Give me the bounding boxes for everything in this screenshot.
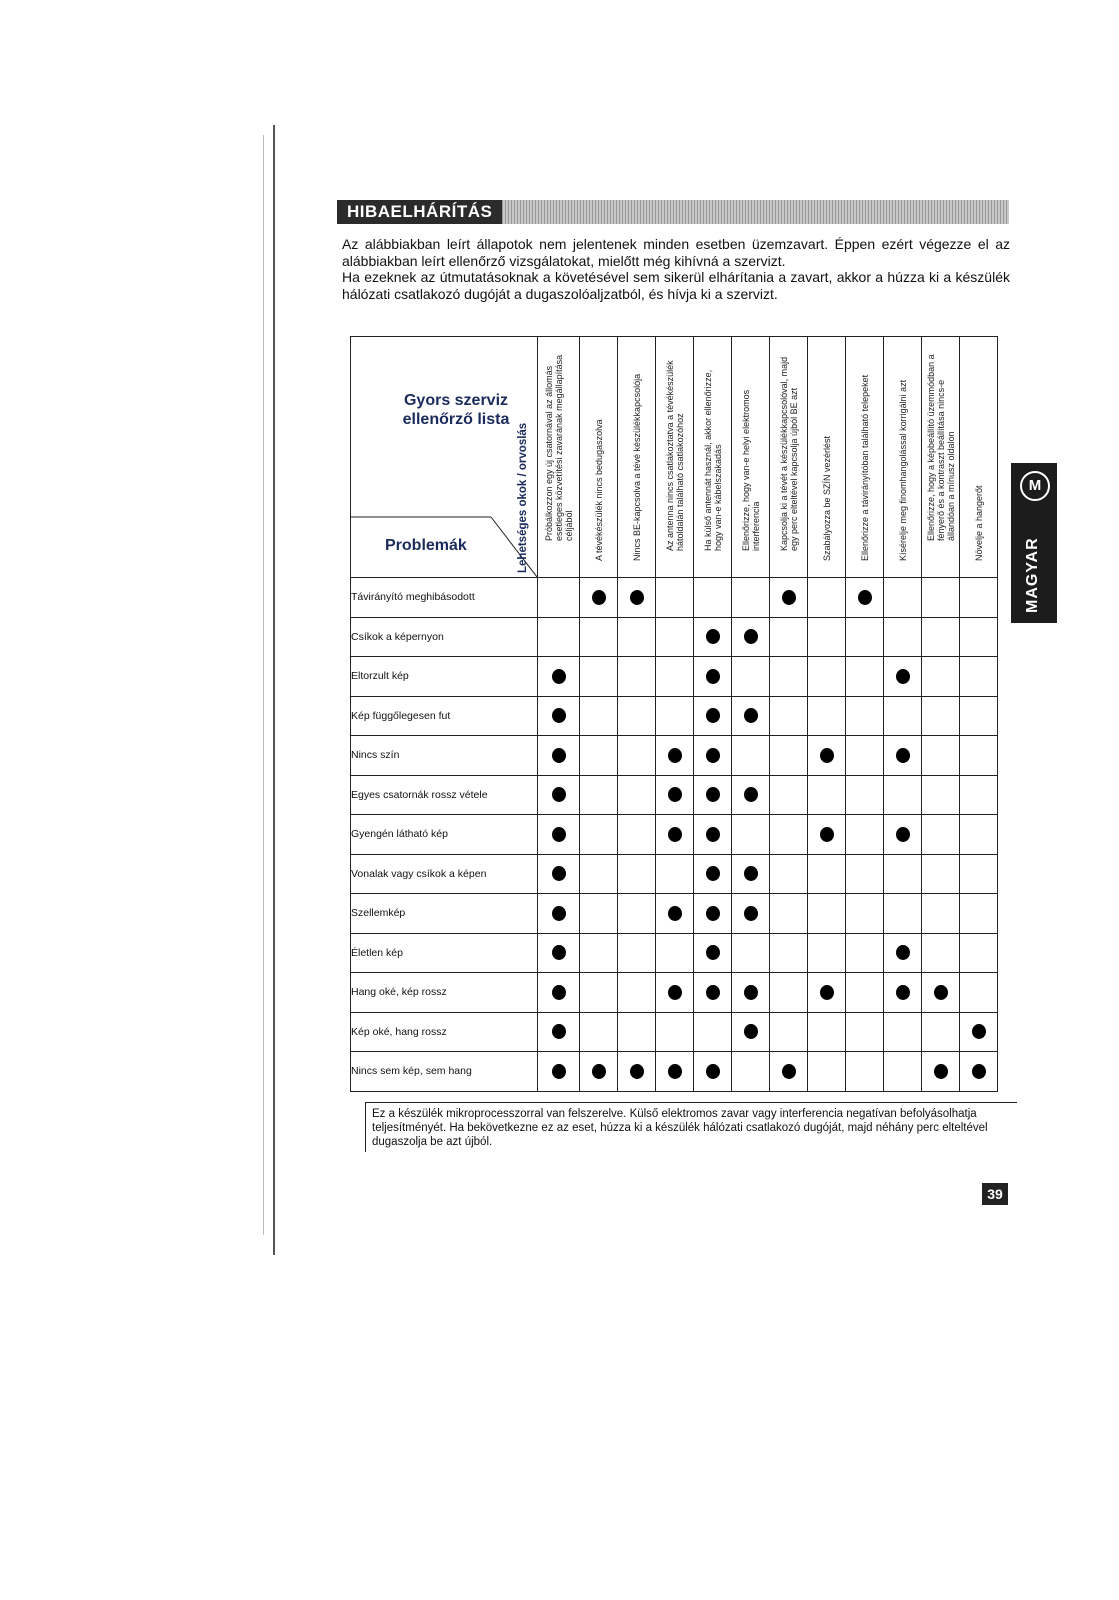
check-cell	[580, 696, 618, 736]
check-cell	[960, 815, 998, 855]
check-cell	[960, 933, 998, 973]
check-dot	[706, 827, 720, 842]
check-cell	[770, 1052, 808, 1092]
check-dot	[552, 827, 566, 842]
check-cell	[846, 775, 884, 815]
check-cell	[580, 736, 618, 776]
check-cell	[808, 1052, 846, 1092]
cause-header-11	[922, 337, 960, 578]
check-cell	[922, 578, 960, 618]
check-cell	[580, 775, 618, 815]
cause-header-3	[618, 337, 656, 578]
check-cell	[884, 854, 922, 894]
check-cell	[922, 815, 960, 855]
language-tab	[1011, 463, 1057, 623]
check-cell	[808, 696, 846, 736]
check-cell	[770, 578, 808, 618]
check-cell	[694, 933, 732, 973]
check-cell	[808, 736, 846, 776]
check-cell	[538, 815, 580, 855]
problem-row	[351, 933, 998, 973]
problem-label: Csíkok a képernyon	[351, 617, 538, 657]
check-cell	[770, 617, 808, 657]
check-dot	[744, 985, 758, 1000]
problem-row	[351, 657, 998, 697]
check-cell	[580, 854, 618, 894]
check-cell	[922, 854, 960, 894]
check-cell	[732, 973, 770, 1013]
check-cell	[538, 973, 580, 1013]
check-cell	[580, 894, 618, 934]
cause-text: Ellenőrizze, hogy a képbeállító üzemmódban a fényerő és a kontraszt beállítása nincs-e állandóan a mínusz oldalon	[925, 354, 956, 541]
check-cell	[808, 578, 846, 618]
check-cell	[538, 617, 580, 657]
check-cell	[580, 617, 618, 657]
problem-label: Kép oké, hang rossz	[351, 1012, 538, 1052]
problem-row	[351, 1052, 998, 1092]
problem-label: Életlen kép	[351, 933, 538, 973]
check-cell	[694, 854, 732, 894]
check-cell	[538, 854, 580, 894]
page-number: 39	[982, 1183, 1008, 1205]
check-cell	[656, 933, 694, 973]
check-cell	[656, 854, 694, 894]
problem-row	[351, 775, 998, 815]
check-cell	[884, 578, 922, 618]
check-cell	[580, 657, 618, 697]
check-dot	[858, 590, 872, 605]
page-title: HIBAELHÁRÍTÁS	[337, 200, 502, 224]
check-cell	[732, 894, 770, 934]
problem-label: Távirányító meghibásodott	[351, 578, 538, 618]
check-cell	[960, 578, 998, 618]
cause-text: Az antenna nincs csatlakoztatva a tévékészülék hátoldalán található csatlakozóhoz	[664, 360, 685, 551]
check-cell	[618, 736, 656, 776]
checklist-title: Gyors szerviz ellenőrző lista	[402, 392, 510, 428]
check-dot	[744, 1024, 758, 1039]
checklist-table	[350, 336, 998, 1092]
check-cell	[538, 578, 580, 618]
check-dot	[934, 985, 948, 1000]
check-cell	[618, 1052, 656, 1092]
cause-text: Szabályozza be SZÍN vezérlést	[821, 435, 832, 561]
check-cell	[770, 657, 808, 697]
cause-text: Ellenőrizze, hogy van-e helyi elektromos interferencia	[740, 389, 761, 551]
problem-label: Szellemkép	[351, 894, 538, 934]
cause-text: Ha külső antennát használ, akkor ellenőrizze, hogy van-e kábelszakadás	[702, 369, 723, 551]
binding-mark	[263, 135, 264, 1235]
check-cell	[732, 617, 770, 657]
problem-label: Vonalak vagy csíkok a képen	[351, 854, 538, 894]
problem-label: Nincs szín	[351, 736, 538, 776]
check-cell	[656, 894, 694, 934]
check-cell	[846, 973, 884, 1013]
check-cell	[656, 1052, 694, 1092]
check-cell	[808, 1012, 846, 1052]
cause-header-6	[732, 337, 770, 578]
check-cell	[770, 815, 808, 855]
check-cell	[656, 657, 694, 697]
check-cell	[846, 617, 884, 657]
check-dot	[706, 945, 720, 960]
check-dot	[820, 827, 834, 842]
check-cell	[884, 894, 922, 934]
check-dot	[972, 1024, 986, 1039]
check-dot	[592, 590, 606, 605]
check-cell	[656, 1012, 694, 1052]
check-cell	[656, 736, 694, 776]
check-dot	[706, 906, 720, 921]
problem-row	[351, 1012, 998, 1052]
check-cell	[538, 933, 580, 973]
check-dot	[744, 866, 758, 881]
check-dot	[706, 985, 720, 1000]
check-dot	[592, 1064, 606, 1079]
cause-text: Kísérelje meg finomhangolással korrigálni azt	[897, 379, 908, 561]
check-cell	[732, 815, 770, 855]
check-cell	[846, 696, 884, 736]
check-cell	[580, 973, 618, 1013]
checklist-header-row	[351, 337, 998, 578]
check-cell	[960, 736, 998, 776]
check-cell	[808, 894, 846, 934]
check-cell	[770, 894, 808, 934]
check-cell	[694, 696, 732, 736]
check-cell	[808, 617, 846, 657]
check-dot	[668, 748, 682, 763]
check-dot	[552, 866, 566, 881]
cause-header-5	[694, 337, 732, 578]
check-dot	[668, 1064, 682, 1079]
language-letter: M	[1020, 471, 1050, 501]
check-cell	[580, 933, 618, 973]
check-cell	[694, 578, 732, 618]
check-cell	[538, 657, 580, 697]
causes-heading: Lehetséges okok / orvoslás	[517, 422, 529, 573]
check-cell	[808, 815, 846, 855]
problem-row	[351, 578, 998, 618]
check-cell	[732, 775, 770, 815]
check-cell	[580, 815, 618, 855]
intro-paragraph-1: Az alábbiakban leírt állapotok nem jelentenek minden esetben üzemzavart. Éppen ezért végezze el az alábbiakban leírt ellenőrző vizsgálatokat, mielőtt még kihívná a szervizt.	[342, 236, 1010, 269]
check-cell	[808, 657, 846, 697]
check-dot	[896, 945, 910, 960]
check-cell	[618, 775, 656, 815]
check-dot	[552, 906, 566, 921]
check-cell	[922, 1052, 960, 1092]
check-cell	[732, 696, 770, 736]
check-dot	[744, 629, 758, 644]
check-cell	[960, 657, 998, 697]
problem-row	[351, 617, 998, 657]
check-cell	[846, 815, 884, 855]
check-dot	[552, 1064, 566, 1079]
check-cell	[694, 973, 732, 1013]
check-cell	[922, 894, 960, 934]
check-dot	[706, 748, 720, 763]
check-dot	[552, 1024, 566, 1039]
check-cell	[694, 894, 732, 934]
check-cell	[770, 1012, 808, 1052]
check-cell	[656, 696, 694, 736]
check-cell	[618, 578, 656, 618]
check-dot	[668, 827, 682, 842]
check-dot	[552, 945, 566, 960]
check-cell	[884, 815, 922, 855]
problem-row	[351, 854, 998, 894]
check-dot	[744, 906, 758, 921]
check-cell	[846, 933, 884, 973]
check-dot	[896, 827, 910, 842]
check-cell	[846, 1052, 884, 1092]
check-cell	[694, 775, 732, 815]
cause-header-8	[808, 337, 846, 578]
check-cell	[694, 1052, 732, 1092]
check-dot	[934, 1064, 948, 1079]
check-cell	[884, 1012, 922, 1052]
check-dot	[668, 906, 682, 921]
checklist-title-cell	[351, 337, 538, 578]
problem-label: Egyes csatornák rossz vétele	[351, 775, 538, 815]
check-cell	[580, 578, 618, 618]
check-dot	[706, 629, 720, 644]
check-cell	[538, 775, 580, 815]
problem-label: Gyengén látható kép	[351, 815, 538, 855]
problem-row	[351, 736, 998, 776]
cause-header-1	[538, 337, 580, 578]
cause-header-10	[884, 337, 922, 578]
check-dot	[782, 590, 796, 605]
problem-label: Kép függőlegesen fut	[351, 696, 538, 736]
check-cell	[732, 657, 770, 697]
check-dot	[820, 748, 834, 763]
problem-label: Hang oké, kép rossz	[351, 973, 538, 1013]
check-cell	[694, 815, 732, 855]
check-dot	[706, 1064, 720, 1079]
check-cell	[618, 657, 656, 697]
check-cell	[922, 736, 960, 776]
check-dot	[782, 1064, 796, 1079]
check-cell	[538, 736, 580, 776]
check-dot	[706, 708, 720, 723]
cause-text: Próbálkozzon egy új csatornával az állomás esetleges közvetítési zavarának megállapítása céljából	[543, 354, 574, 541]
check-dot	[820, 985, 834, 1000]
check-cell	[884, 696, 922, 736]
cause-text: A tévékészülék nincs bedugaszolva	[593, 419, 604, 561]
check-cell	[656, 815, 694, 855]
check-cell	[884, 933, 922, 973]
check-cell	[694, 1012, 732, 1052]
check-cell	[960, 894, 998, 934]
check-dot	[552, 787, 566, 802]
binding-line	[273, 125, 275, 1255]
check-cell	[960, 696, 998, 736]
check-cell	[922, 933, 960, 973]
check-cell	[770, 736, 808, 776]
check-dot	[706, 787, 720, 802]
check-cell	[808, 854, 846, 894]
check-cell	[960, 973, 998, 1013]
check-dot	[744, 708, 758, 723]
cause-text: Növelje a hangerőt	[973, 485, 984, 561]
note-box: Ez a készülék mikroprocesszorral van felszerelve. Külső elektromos zavar vagy interferencia negatívan befolyásolhatja teljesítményét. Ha bekövetkezne ez az eset, húzza ki a készülék hálózati csatlakozó dugóját, majd néhány perc elteltével dugaszolja be azt újból.	[365, 1102, 1017, 1152]
check-cell	[884, 973, 922, 1013]
check-cell	[922, 657, 960, 697]
check-cell	[770, 775, 808, 815]
check-cell	[580, 1052, 618, 1092]
check-dot	[896, 985, 910, 1000]
check-cell	[618, 894, 656, 934]
check-cell	[538, 1012, 580, 1052]
check-dot	[552, 708, 566, 723]
check-cell	[884, 657, 922, 697]
problem-row	[351, 696, 998, 736]
check-dot	[896, 748, 910, 763]
check-cell	[732, 1052, 770, 1092]
check-cell	[618, 696, 656, 736]
check-cell	[922, 1012, 960, 1052]
check-cell	[694, 657, 732, 697]
check-dot	[552, 985, 566, 1000]
check-cell	[960, 854, 998, 894]
problems-heading: Problemák	[385, 537, 467, 554]
check-cell	[618, 617, 656, 657]
check-cell	[846, 657, 884, 697]
problem-label: Eltorzult kép	[351, 657, 538, 697]
check-cell	[884, 1052, 922, 1092]
check-cell	[694, 617, 732, 657]
check-cell	[846, 578, 884, 618]
check-cell	[884, 617, 922, 657]
check-cell	[884, 736, 922, 776]
check-cell	[922, 775, 960, 815]
check-cell	[808, 973, 846, 1013]
check-cell	[732, 1012, 770, 1052]
check-cell	[770, 973, 808, 1013]
check-dot	[972, 1064, 986, 1079]
check-cell	[922, 617, 960, 657]
check-cell	[656, 578, 694, 618]
cause-header-4	[656, 337, 694, 578]
check-cell	[618, 933, 656, 973]
check-cell	[694, 736, 732, 776]
check-cell	[960, 1052, 998, 1092]
check-dot	[706, 669, 720, 684]
cause-header-7	[770, 337, 808, 578]
intro-text	[342, 236, 1010, 302]
cause-header-9	[846, 337, 884, 578]
check-dot	[552, 748, 566, 763]
check-cell	[538, 1052, 580, 1092]
cause-text: Kapcsolja ki a tévét a készülékkapcsolóval, majd egy perc elteltével kapcsolja újból BE azt	[778, 356, 799, 551]
cause-header-12	[960, 337, 998, 578]
check-cell	[618, 815, 656, 855]
check-cell	[656, 617, 694, 657]
check-cell	[538, 696, 580, 736]
check-cell	[732, 854, 770, 894]
check-dot	[668, 985, 682, 1000]
check-cell	[960, 617, 998, 657]
cause-header-2	[580, 337, 618, 578]
check-cell	[846, 736, 884, 776]
check-cell	[618, 1012, 656, 1052]
check-dot	[668, 787, 682, 802]
check-cell	[618, 854, 656, 894]
problem-row	[351, 815, 998, 855]
check-cell	[922, 696, 960, 736]
problem-row	[351, 973, 998, 1013]
check-cell	[922, 973, 960, 1013]
check-dot	[630, 590, 644, 605]
check-dot	[706, 866, 720, 881]
check-cell	[732, 578, 770, 618]
problem-label: Nincs sem kép, sem hang	[351, 1052, 538, 1092]
check-cell	[884, 775, 922, 815]
check-cell	[960, 1012, 998, 1052]
check-cell	[656, 973, 694, 1013]
check-dot	[896, 669, 910, 684]
check-dot	[630, 1064, 644, 1079]
check-cell	[618, 973, 656, 1013]
check-cell	[732, 736, 770, 776]
check-cell	[732, 933, 770, 973]
check-cell	[960, 775, 998, 815]
cause-text: Nincs BE-kapcsolva a tévé készülékkapcsolója	[631, 373, 642, 561]
check-cell	[770, 933, 808, 973]
check-cell	[770, 854, 808, 894]
check-cell	[846, 894, 884, 934]
language-label: MAGYAR	[1024, 537, 1041, 613]
check-dot	[744, 787, 758, 802]
check-cell	[808, 933, 846, 973]
check-cell	[846, 854, 884, 894]
check-cell	[656, 775, 694, 815]
intro-paragraph-2: Ha ezeknek az útmutatásoknak a követésével sem sikerül elhárítania a zavart, akkor a húzza ki a készülék hálózati csatlakozó dugóját a dugaszolóaljzatból, és hívja ki a szervizt.	[342, 269, 1010, 302]
cause-text: Ellenőrizze a távirányítóban található telepeket	[859, 374, 870, 561]
check-dot	[552, 669, 566, 684]
check-cell	[846, 1012, 884, 1052]
check-cell	[808, 775, 846, 815]
check-cell	[770, 696, 808, 736]
problem-row	[351, 894, 998, 934]
check-cell	[580, 1012, 618, 1052]
check-cell	[538, 894, 580, 934]
